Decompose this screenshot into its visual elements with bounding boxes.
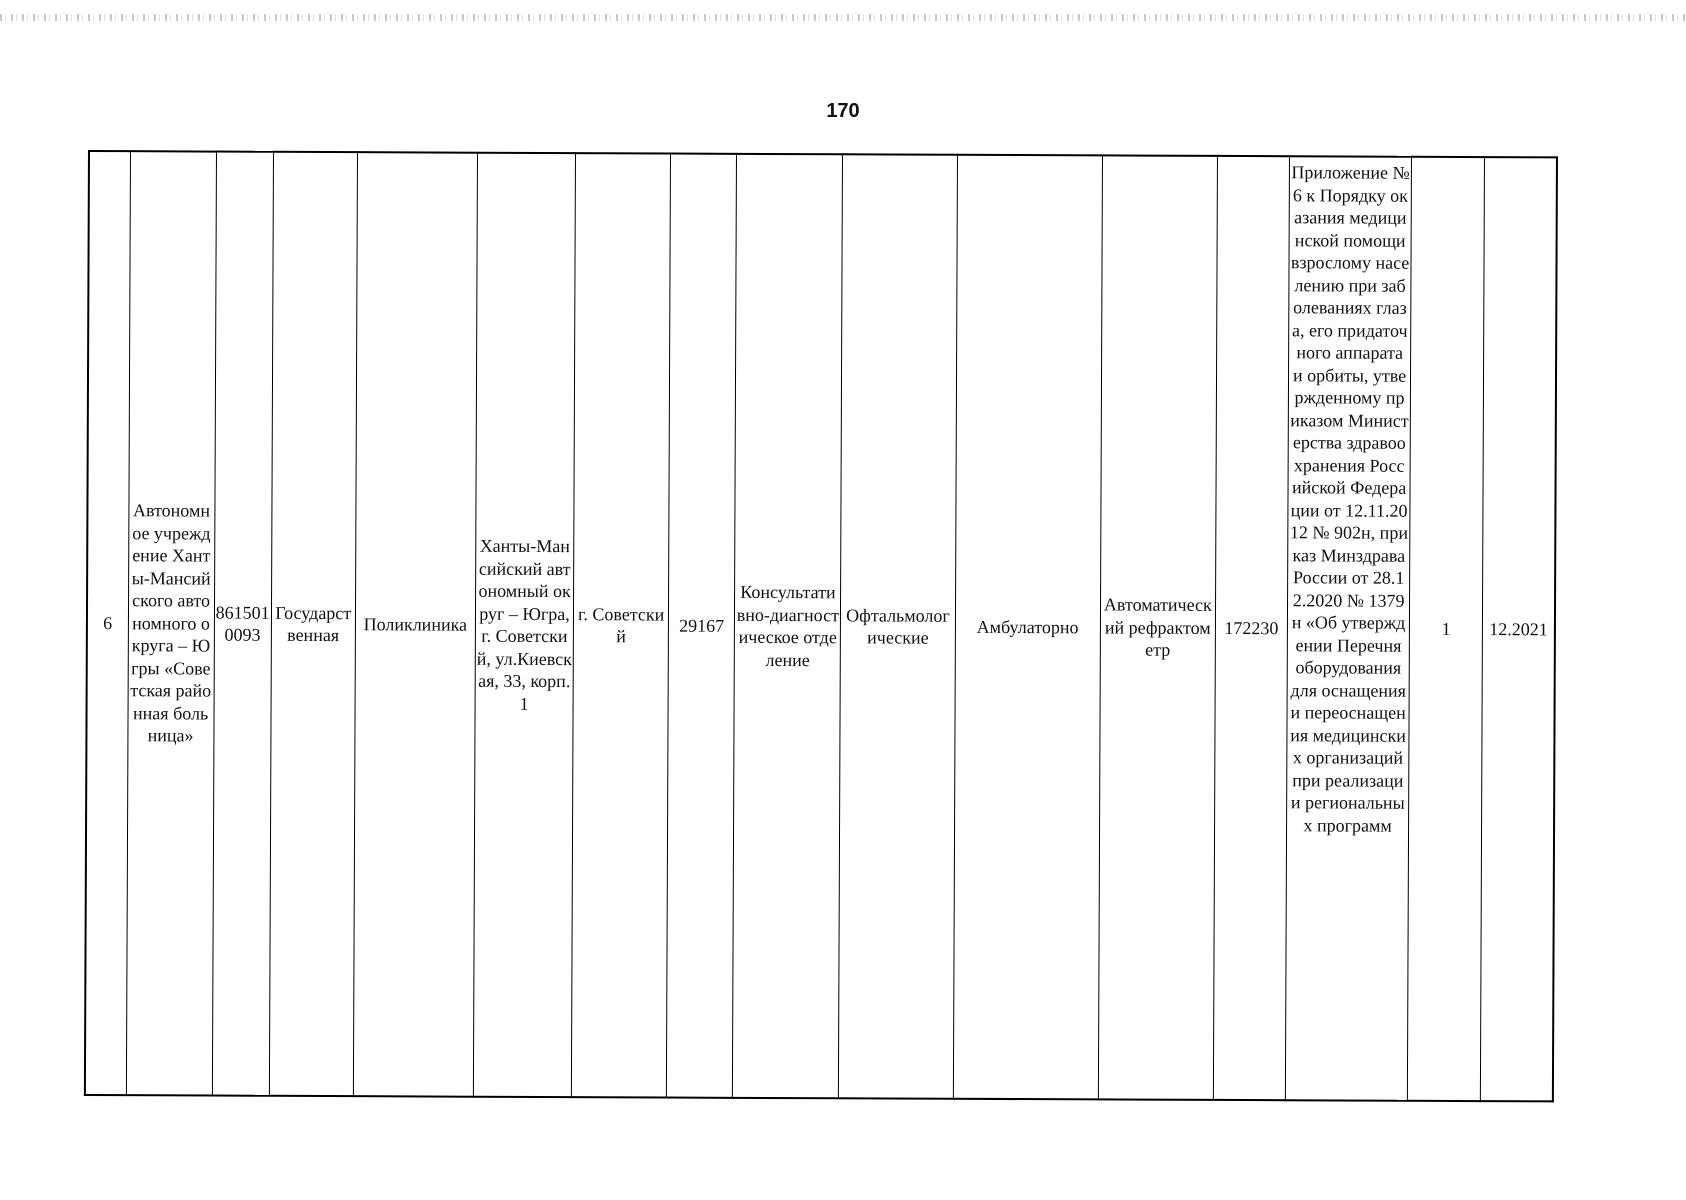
organization-cell: Автономное учреждение Ханты-Мансийского автономного округа – Югры «Советская районная больница»: [126, 151, 216, 1095]
regulation-cell: Приложение № 6 к Порядку оказания медицинской помощи взрослому населению при заболеваниях глаза, его придаточного аппарата и орбиты, утвержденному приказом Министерства здравоохранения Российской Федерации от 12.11.2012 № 902н, приказ Минздрава России от 28.12.2020 № 1379н «Об утверждении Перечня оборудования для оснащения и переоснащения медицинских организаций при реализации региональных программ: [1285, 156, 1411, 1101]
equipment-cell: Автоматический рефрактометр: [1098, 155, 1217, 1099]
facility-type-cell: Поликлиника: [353, 152, 477, 1097]
registry-table: [84, 150, 1558, 1102]
table-row: [85, 151, 1557, 1101]
ownership-cell: Государственная: [269, 152, 357, 1096]
code-cell: 8615010093: [212, 152, 273, 1096]
locality-cell: г. Советский: [571, 153, 670, 1097]
profile-cell: Офтальмологические: [839, 154, 957, 1098]
page-number: 170: [826, 100, 860, 122]
scan-edge-artifact: [0, 14, 1686, 21]
department-cell: Консультативно-диагностическое отделение: [733, 154, 843, 1098]
date-cell: 12.2021: [1481, 157, 1557, 1101]
care-condition-cell: Амбулаторно: [953, 155, 1102, 1100]
quantity-cell: 1: [1408, 157, 1485, 1101]
code2-cell: 29167: [667, 154, 737, 1098]
row-index-cell: 6: [85, 151, 130, 1095]
address-cell: Ханты-Мансийский автономный округ – Югра, г. Советский, ул.Киевская, 33, корп. 1: [473, 153, 575, 1097]
equipment-code-cell: 172230: [1213, 156, 1289, 1100]
